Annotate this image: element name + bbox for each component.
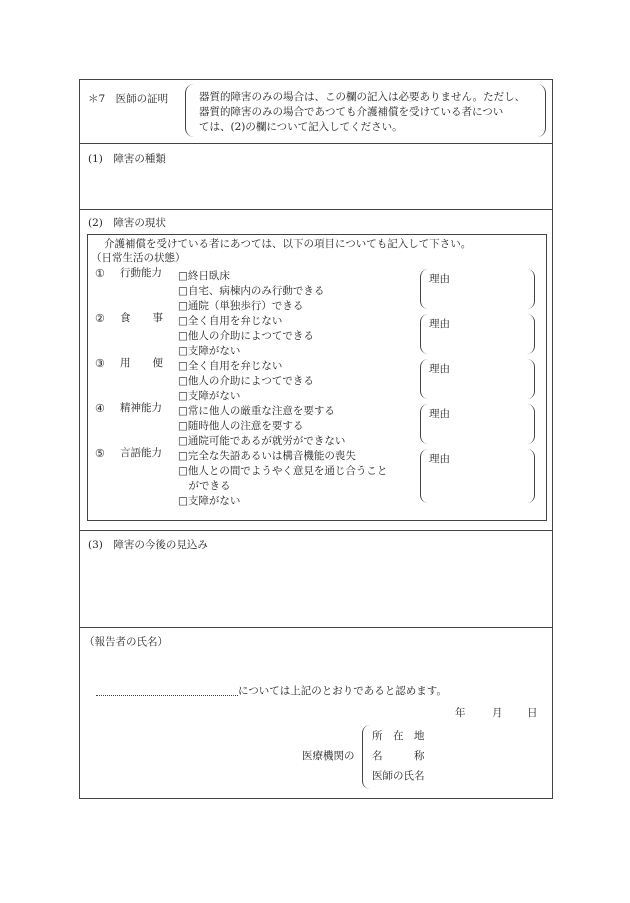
reason-label: 理由 [429, 453, 450, 465]
item-number: ① [95, 267, 105, 280]
doctor-certificate-form [79, 79, 553, 799]
institution-name-label: 名 称 [372, 750, 425, 762]
institution-address-label: 所 在 地 [372, 730, 425, 742]
daily-life-heading: （日常生活の状態） [91, 252, 186, 264]
option-checkbox[interactable]: □全く自用を弁じない [178, 315, 283, 327]
item-label: 行動能力 [120, 267, 162, 279]
date-day: 日 [527, 707, 538, 719]
item-label: 精神能力 [120, 402, 162, 414]
section-label-doctor-certification: ＊7 医師の証明 [88, 93, 169, 105]
item-number: ④ [95, 402, 105, 415]
reporter-section [80, 627, 552, 798]
option-checkbox[interactable]: □常に他人の厳重な注意を要する [178, 405, 335, 417]
reason-label: 理由 [429, 363, 450, 375]
item-label: 用便 [120, 357, 185, 369]
disability-status-section [80, 209, 552, 531]
section-label-disability-status: (2) 障害の現状 [88, 217, 166, 229]
option-checkbox[interactable]: □随時他人の注意を要する [178, 420, 304, 432]
option-checkbox[interactable]: □支障がない [178, 495, 241, 507]
option-checkbox[interactable]: □自宅、病棟内のみ行動できる [178, 285, 325, 297]
section-label-disability-type: (1) 障害の種類 [88, 153, 166, 165]
note-line-2: 器質的障害のみの場合であつても介護補償を受けている者につい [199, 106, 504, 118]
note-line-1: 器質的障害のみの場合は、この欄の記入は必要ありません。ただし、 [199, 91, 526, 103]
future-outlook-section[interactable] [80, 530, 552, 628]
item-number: ③ [95, 357, 105, 370]
option-checkbox[interactable]: □終日臥床 [178, 270, 230, 282]
disability-type-section[interactable] [80, 143, 552, 210]
option-checkbox[interactable]: □支障がない [178, 345, 241, 357]
option-continuation: ができる [178, 480, 231, 492]
reporter-name-label: （報告者の氏名） [84, 636, 168, 648]
institution-brace [362, 725, 371, 789]
reporter-name-line[interactable] [96, 685, 238, 696]
reason-box[interactable] [420, 449, 535, 503]
item-label: 言語能力 [120, 447, 162, 459]
institution-prefix: 医療機関の [302, 750, 355, 762]
reason-box[interactable] [420, 404, 535, 444]
reason-box[interactable] [420, 314, 535, 354]
option-checkbox[interactable]: □通院可能であるが就労ができない [178, 435, 346, 447]
note-line-3: ては、(2)の欄について記入してください。 [199, 121, 403, 133]
option-checkbox[interactable]: □他人の介助によつてできる [178, 375, 314, 387]
reason-box[interactable] [420, 269, 535, 309]
reason-label: 理由 [429, 273, 450, 285]
reason-label: 理由 [429, 318, 450, 330]
doctor-name-label: 医師の氏名 [372, 770, 425, 782]
item-label: 食事 [120, 312, 185, 324]
certification-statement: については上記のとおりであると認めます。 [238, 685, 447, 697]
date-month: 月 [492, 707, 503, 719]
item-number: ⑤ [95, 447, 105, 460]
daily-life-intro: 介護補償を受けている者にあつては、以下の項目についても記入して下さい。 [104, 238, 472, 250]
date-year: 年 [455, 707, 466, 719]
note-bracket-box [185, 84, 546, 137]
option-checkbox[interactable]: □支障がない [178, 390, 241, 402]
section-label-future-outlook: (3) 障害の今後の見込み [88, 539, 208, 551]
doctor-certification-section [80, 80, 552, 144]
option-checkbox[interactable]: □他人との間でようやく意見を通じ合うこと [178, 465, 388, 477]
option-checkbox[interactable]: □通院（単独歩行）できる [178, 300, 304, 312]
option-checkbox[interactable]: □全く自用を弁じない [178, 360, 283, 372]
option-checkbox[interactable]: □完全な失語あるいは構音機能の喪失 [178, 450, 356, 462]
reason-label: 理由 [429, 408, 450, 420]
reason-box[interactable] [420, 359, 535, 399]
item-number: ② [95, 312, 105, 325]
daily-life-box [87, 234, 547, 521]
option-checkbox[interactable]: □他人の介助によつてできる [178, 330, 314, 342]
